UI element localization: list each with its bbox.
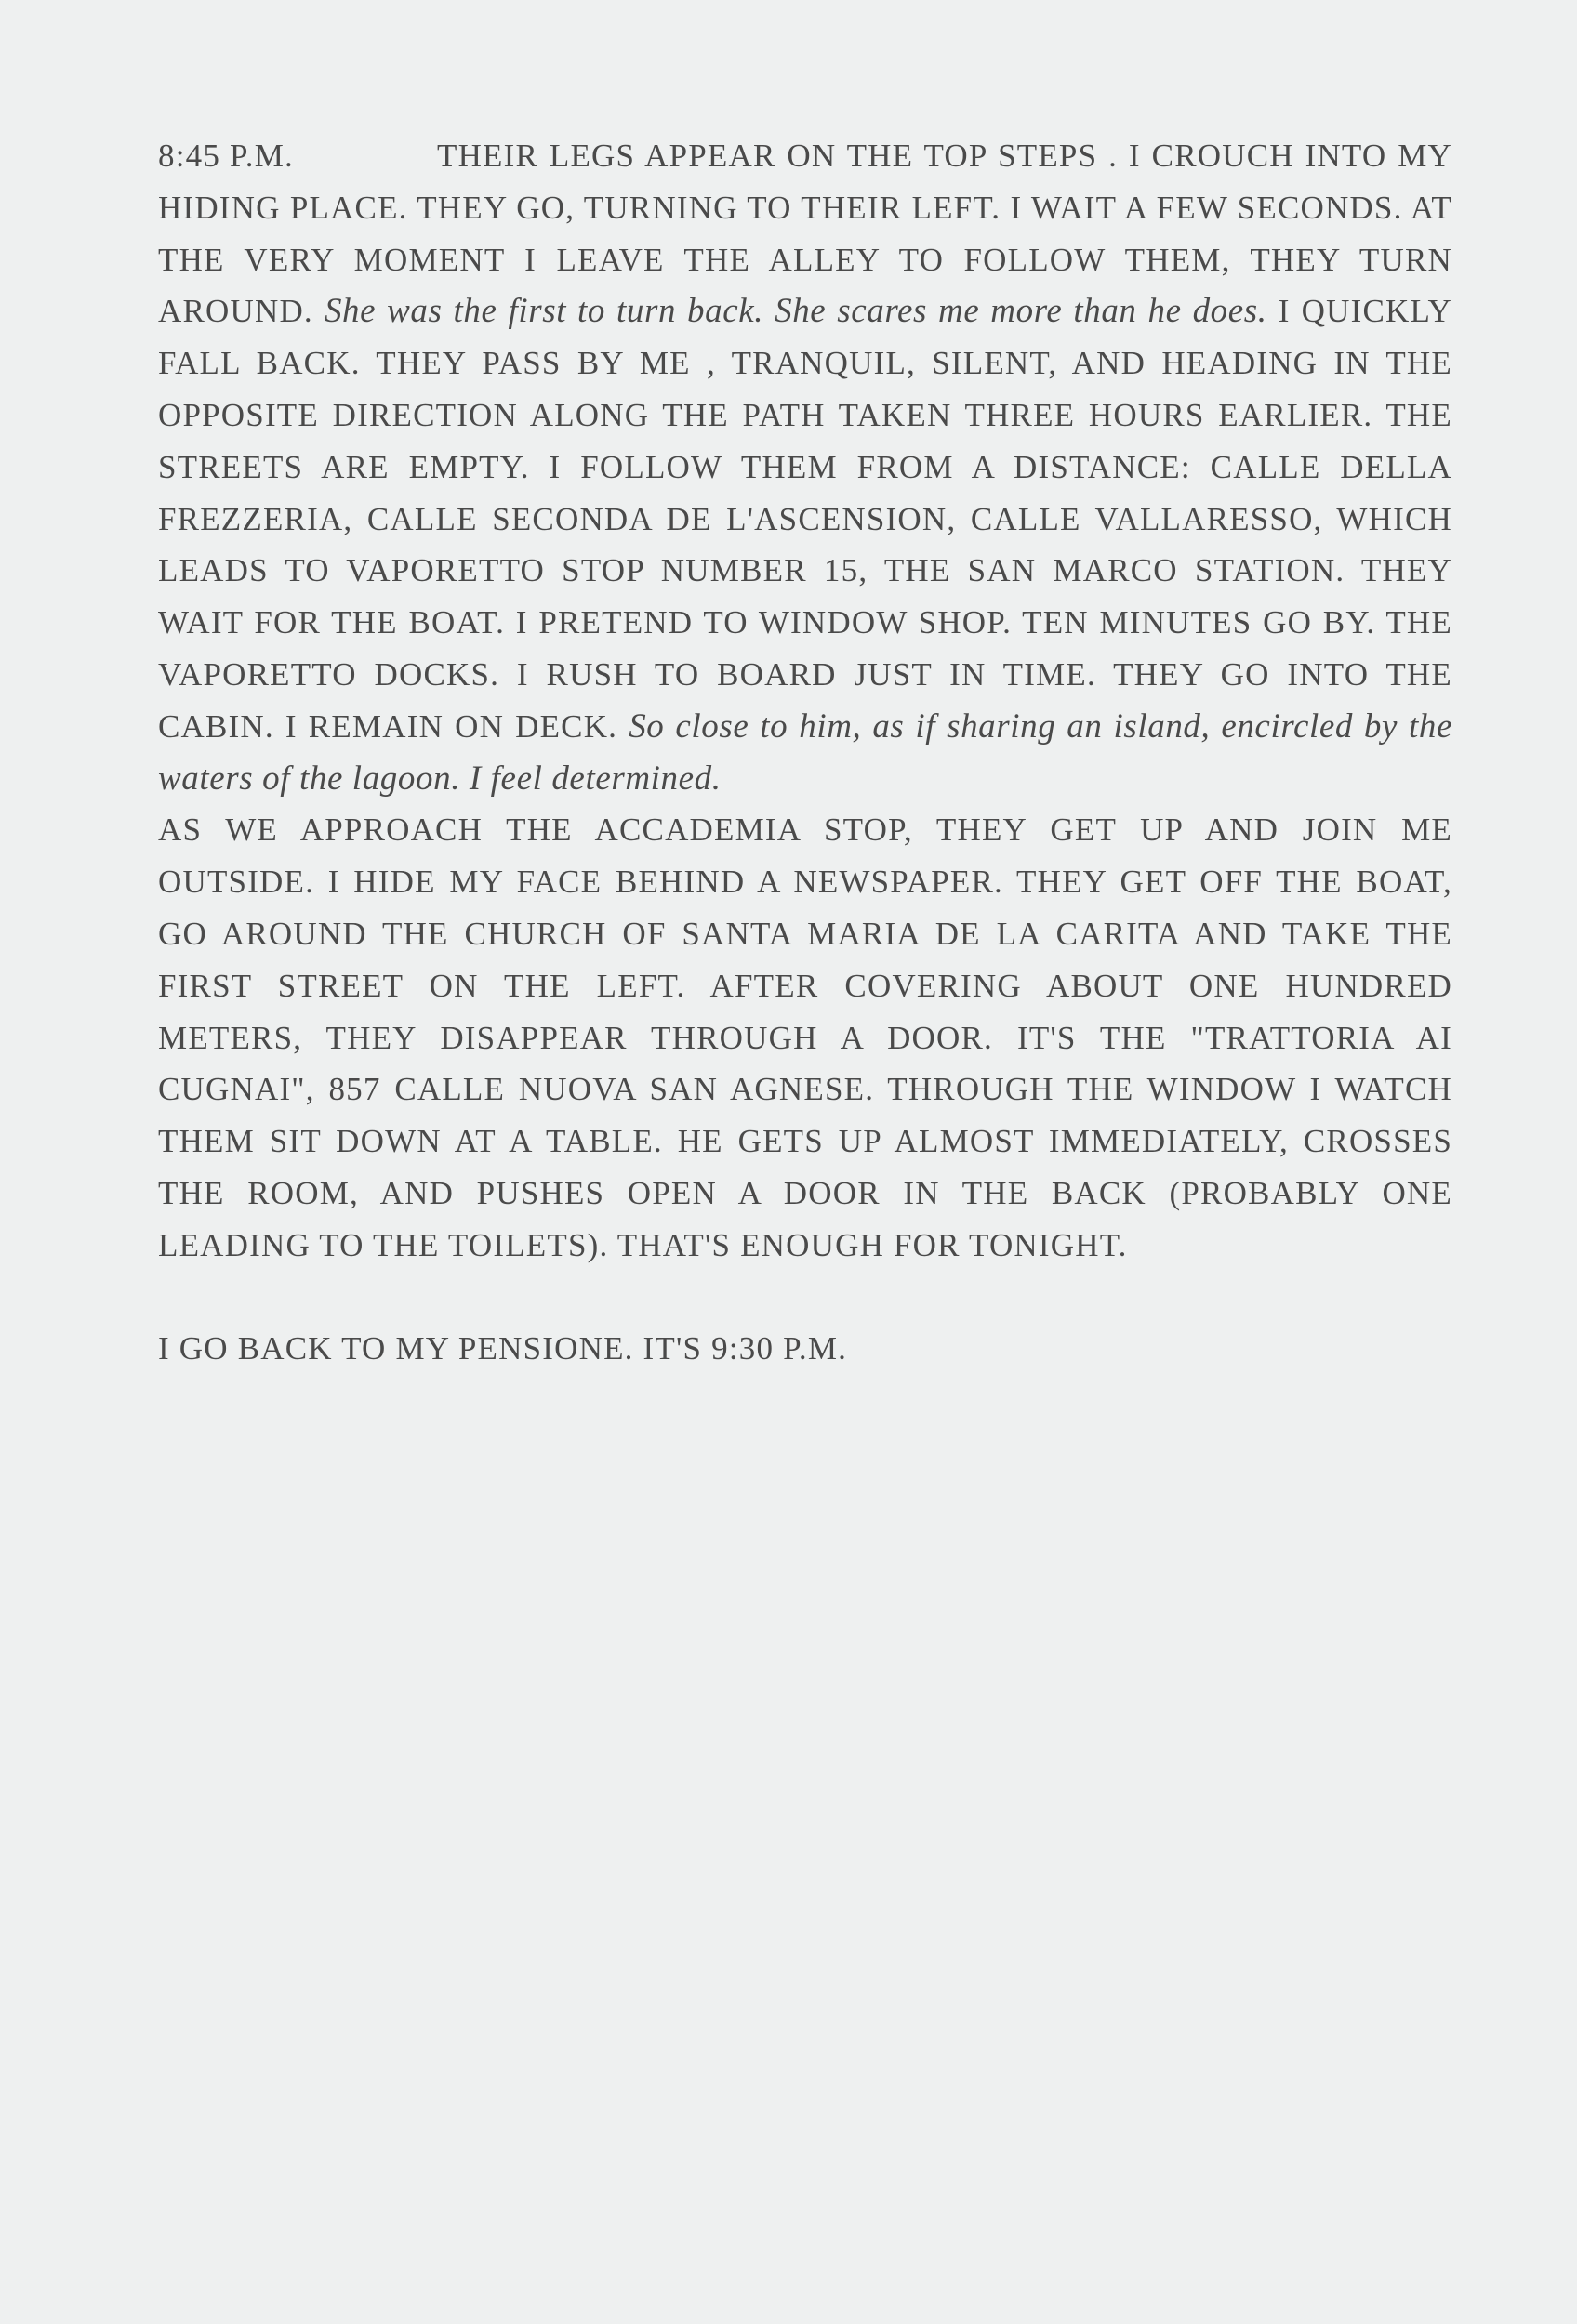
italic-segment: She was the first to turn back. She scares me more than he does.: [324, 292, 1267, 331]
text-segment: THEIR LEGS APPEAR ON THE TOP STEPS . I CROUCH INTO MY HIDING PLACE. THEY GO, TURNING TO THEIR LEFT. I WAIT A FEW SECONDS. AT THE VERY MOMENT I LEAVE THE ALLEY TO FOLLOW THEM, THEY TURN AROUND.: [158, 138, 1452, 330]
paragraph-gap: [158, 1272, 1452, 1323]
text-segment: I QUICKLY FALL BACK. THEY PASS BY ME , TRANQUIL, SILENT, AND HEADING IN THE OPPOSITE DIRECTION ALONG THE PATH TAKEN THREE HOURS EARLIER. THE STREETS ARE EMPTY. I FOLLOW THEM FROM A DISTANCE: CALLE DELLA FREZZERIA, CALLE SECONDA DE L'ASCENSION, CALLE VALLARESSO, WHICH LEADS TO VAPORETTO STOP NUMBER 15, THE SAN MARCO STATION. THEY WAIT FOR THE BOAT. I PRETEND TO WINDOW SHOP. TEN MINUTES GO BY. THE VAPORETTO DOCKS. I RUSH TO BOARD JUST IN TIME. THEY GO INTO THE CABIN. I REMAIN ON DECK.: [158, 293, 1453, 745]
timestamp: 8:45 P.M.: [158, 138, 294, 174]
paragraph-1: [158, 130, 1452, 804]
document-page: [158, 130, 1452, 1374]
italic-segment: So close to him, as if sharing an island, encircled by the waters of the lagoon. I feel determined.: [158, 706, 1453, 798]
paragraph-2: AS WE APPROACH THE ACCADEMIA STOP, THEY GET UP AND JOIN ME OUTSIDE. I HIDE MY FACE BEHIND A NEWSPAPER. THEY GET OFF THE BOAT, GO AROUND THE CHURCH OF SANTA MARIA DE LA CARITA AND TAKE THE FIRST STREET ON THE LEFT. AFTER COVERING ABOUT ONE HUNDRED METERS, THEY DISAPPEAR THROUGH A DOOR. IT'S THE "TRATTORIA AI CUGNAI", 857 CALLE NUOVA SAN AGNESE. THROUGH THE WINDOW I WATCH THEM SIT DOWN AT A TABLE. HE GETS UP ALMOST IMMEDIATELY, CROSSES THE ROOM, AND PUSHES OPEN A DOOR IN THE BACK (PROBABLY ONE LEADING TO THE TOILETS). THAT'S ENOUGH FOR TONIGHT.: [158, 812, 1452, 1263]
paragraph-3: I GO BACK TO MY PENSIONE. IT'S 9:30 P.M.: [158, 1329, 848, 1367]
